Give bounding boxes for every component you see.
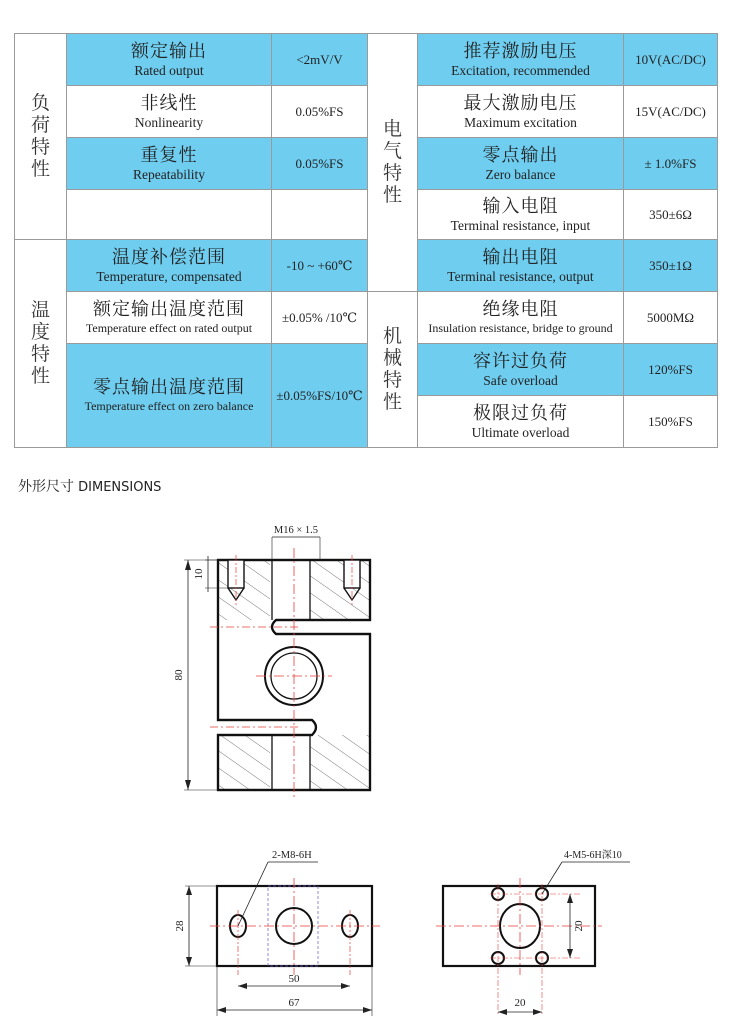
group-mechanical-characteristics: 机 械 特 性 (368, 292, 418, 448)
group-load-characteristics: 负 荷 特 性 (15, 34, 67, 240)
ultimate-overload-value: 150%FS (624, 396, 718, 448)
zero-balance-label: 零点输出 Zero balance (418, 138, 624, 190)
terminal-resistance-output-value: 350±1Ω (624, 240, 718, 292)
temp-effect-zero-balance-label: 零点输出温度范围 Temperature effect on zero balance (67, 344, 272, 448)
hatch-area (310, 735, 370, 790)
rated-output-label: 额定输出 Rated output (67, 34, 272, 86)
terminal-resistance-input-value: 350±6Ω (624, 190, 718, 240)
temp-effect-rated-output-value: ±0.05% /10℃ (272, 292, 368, 344)
side-view (174, 850, 380, 1016)
terminal-resistance-input-label: 输入电阻 Terminal resistance, input (418, 190, 624, 240)
excitation-recommended-value: 10V(AC/DC) (624, 34, 718, 86)
rated-output-value: <2mV/V (272, 34, 368, 86)
dimensions-title-en: DIMENSIONS (78, 480, 162, 495)
maximum-excitation-value: 15V(AC/DC) (624, 86, 718, 138)
dim-10-label: 10 (193, 568, 205, 580)
insulation-resistance-label: 绝缘电阻 Insulation resistance, bridge to ground (418, 292, 624, 344)
safe-overload-value: 120%FS (624, 344, 718, 396)
temperature-compensated-label: 温度补偿范围 Temperature, compensated (67, 240, 272, 292)
hatch-area (310, 560, 370, 620)
dimensions-title-zh: 外形尺寸 (18, 479, 74, 495)
dim-67-label: 67 (288, 997, 300, 1009)
ultimate-overload-label: 极限过负荷 Ultimate overload (418, 396, 624, 448)
excitation-recommended-label: 推荐激励电压 Excitation, recommended (418, 34, 624, 86)
maximum-excitation-label: 最大激励电压 Maximum excitation (418, 86, 624, 138)
dim-20-vertical-label: 20 (573, 920, 585, 932)
front-view (173, 525, 370, 800)
group-electrical-characteristics: 电 气 特 性 (368, 34, 418, 292)
dim-20-horizontal-label: 20 (514, 997, 526, 1009)
hatch-area (218, 735, 270, 790)
terminal-resistance-output-label: 输出电阻 Terminal resistance, output (418, 240, 624, 292)
thread-top-label: M16 × 1.5 (273, 525, 319, 536)
bottom-view (436, 849, 630, 1016)
dim-80-label: 80 (173, 669, 185, 681)
repeatability-value: 0.05%FS (272, 138, 368, 190)
nonlinearity-value: 0.05%FS (272, 86, 368, 138)
dim-28-label: 28 (174, 920, 186, 932)
thread-side-label: 2-M8-6H (272, 850, 312, 861)
temp-effect-zero-balance-value: ±0.05%FS/10℃ (272, 344, 368, 448)
group-temperature-characteristics: 温 度 特 性 (15, 240, 67, 448)
dim-50-label: 50 (288, 973, 300, 985)
temperature-compensated-value: -10 ~ +60℃ (272, 240, 368, 292)
insulation-resistance-value: 5000MΩ (624, 292, 718, 344)
nonlinearity-label: 非线性 Nonlinearity (67, 86, 272, 138)
zero-balance-value: ± 1.0%FS (624, 138, 718, 190)
thread-bottom-label: 4-M5-6H深10 (564, 850, 622, 861)
temp-effect-rated-output-label: 额定输出温度范围 Temperature effect on rated output (67, 292, 272, 344)
safe-overload-label: 容许过负荷 Safe overload (418, 344, 624, 396)
repeatability-label: 重复性 Repeatability (67, 138, 272, 190)
